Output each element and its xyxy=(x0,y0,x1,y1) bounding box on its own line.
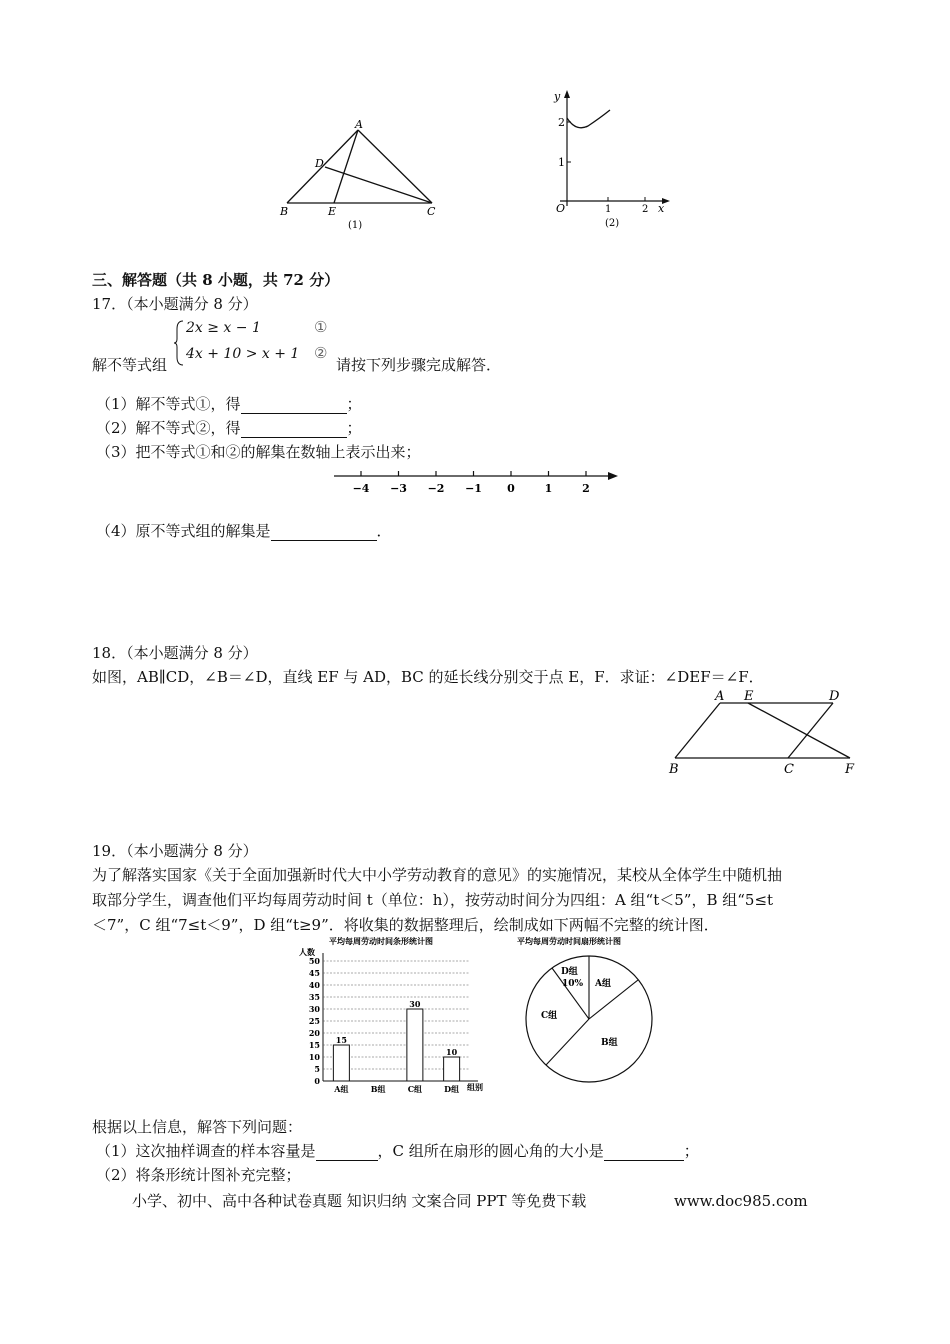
pie-label-A: A组 xyxy=(595,979,611,989)
figure-caption-1: (1) xyxy=(348,220,363,230)
bar-y-tick-label: 35 xyxy=(308,992,320,1002)
step2-semi: ； xyxy=(346,419,362,437)
answer-blank-angle[interactable] xyxy=(604,1144,684,1161)
point-E: E xyxy=(744,689,754,704)
answer-blank-step2[interactable] xyxy=(241,421,347,438)
answer-blank-sample-size[interactable] xyxy=(316,1144,378,1161)
point-C: C xyxy=(784,762,794,777)
point-B: B xyxy=(669,762,679,777)
q17-step3: （3）把不等式①和②的解集在数轴上表示出来； xyxy=(96,443,421,461)
point-F: F xyxy=(845,762,855,777)
x-tick-2: 2 xyxy=(642,204,649,215)
step2-text: （2）解不等式②，得 xyxy=(96,419,241,437)
point-B: B xyxy=(280,205,289,218)
function-graph-figure-2 xyxy=(550,88,675,230)
q19-after: 根据以上信息，解答下列问题： xyxy=(92,1118,303,1136)
y-tick-2: 2 xyxy=(558,116,565,129)
bar-x-tick-label: C组 xyxy=(407,1084,423,1094)
point-A: A xyxy=(355,118,363,131)
bar-chart-ylabel: 人数 xyxy=(299,947,315,957)
q19-line2: 取部分学生，调查他们平均每周劳动时间 t（单位：h），按劳动时间分为四组：A 组“t＜5”，B 组“5≤t xyxy=(92,891,774,909)
q17-step1 xyxy=(96,394,362,414)
step1-text: （1）解不等式①，得 xyxy=(96,395,241,413)
pie-chart-title: 平均每周劳动时间扇形统计图 xyxy=(517,936,621,946)
bar-data-label: 15 xyxy=(335,1035,347,1045)
q18-header: 18．（本小题满分 8 分） xyxy=(92,644,258,662)
numberline-tick-label: 0 xyxy=(507,482,515,495)
bar-y-tick-label: 45 xyxy=(308,968,320,978)
numberline-tick-label: −4 xyxy=(352,482,370,495)
q19-sub1 xyxy=(96,1141,699,1161)
bar-y-tick-label: 20 xyxy=(308,1028,320,1038)
point-E: E xyxy=(328,205,337,218)
numberline-tick-label: −3 xyxy=(390,482,407,495)
q19-sub2: （2）将条形统计图补充完整； xyxy=(96,1166,301,1184)
step1-semi: ； xyxy=(346,395,362,413)
step4-period: ． xyxy=(376,522,392,540)
point-A: A xyxy=(715,689,725,704)
bar-y-tick-label: 5 xyxy=(314,1064,320,1074)
bar-y-tick-label: 30 xyxy=(308,1004,320,1014)
numberline-tick-label: 1 xyxy=(544,482,553,495)
bar-data-label: 30 xyxy=(409,999,421,1009)
point-D: D xyxy=(315,157,324,170)
triangle-figure-1 xyxy=(270,115,450,230)
answer-blank-step4[interactable] xyxy=(271,524,377,541)
numberline-tick-label: −2 xyxy=(427,482,445,495)
inequality-2: 4x + 10 > x + 1 xyxy=(186,346,300,362)
mark-1: ① xyxy=(314,318,328,336)
bar-y-tick-label: 10 xyxy=(308,1052,320,1062)
sub1-text-c: ； xyxy=(683,1142,699,1160)
sub1-text-a: （1）这次抽样调查的样本容量是 xyxy=(96,1142,316,1160)
y-tick-1: 1 xyxy=(558,156,565,169)
bar-y-tick-label: 15 xyxy=(308,1040,320,1050)
q17-header: 17．（本小题满分 8 分） xyxy=(92,295,258,313)
pie-label-B: B组 xyxy=(601,1038,618,1048)
bar-y-tick-label: 25 xyxy=(308,1016,320,1026)
x-tick-1: 1 xyxy=(605,204,612,215)
bar-D组 xyxy=(444,1057,460,1081)
q19-line1: 为了解落实国家《关于全面加强新时代大中小学劳动教育的意见》的实施情况，某校从全体学生中随机抽 xyxy=(92,866,783,884)
pie-label-D: D组 xyxy=(561,967,578,977)
footer-text: 小学、初中、高中各种试卷真题 知识归纳 文案合同 PPT 等免费下载 xyxy=(132,1192,587,1210)
x-axis-label: x xyxy=(658,202,665,215)
bar-x-tick-label: B组 xyxy=(370,1084,386,1094)
pie-label-C: C组 xyxy=(541,1011,558,1021)
bar-chart-title: 平均每周劳动时间条形统计图 xyxy=(329,936,433,946)
q19-line3: ＜7”，C 组“7≤t＜9”，D 组“t≥9”．将收集的数据整理后，绘制成如下两幅不完整的统计图． xyxy=(92,916,719,934)
bar-data-label: 10 xyxy=(446,1047,458,1057)
section-title: 三、解答题（共 8 小题，共 72 分） xyxy=(92,271,340,289)
inequality-1: 2x ≥ x − 1 xyxy=(186,320,261,336)
bar-C组 xyxy=(407,1009,423,1081)
numberline-tick-label: −1 xyxy=(465,482,482,495)
figure-caption-2: (2) xyxy=(605,218,620,229)
origin-label: O xyxy=(556,202,566,215)
bar-y-tick-label: 50 xyxy=(308,956,320,966)
answer-blank-step1[interactable] xyxy=(241,397,347,414)
pie-label-D-percent: 10% xyxy=(562,979,584,989)
bar-A组 xyxy=(333,1045,349,1081)
bar-chart xyxy=(295,935,500,1097)
q17-suffix: 请按下列步骤完成解答． xyxy=(336,356,502,374)
bar-y-tick-label: 0 xyxy=(314,1076,320,1086)
q19-header: 19．（本小题满分 8 分） xyxy=(92,842,258,860)
footer-url[interactable]: www.doc985.com xyxy=(674,1192,808,1210)
q17-prefix: 解不等式组 xyxy=(92,356,168,374)
number-line xyxy=(326,468,626,498)
bar-chart-xlabel: 组别 xyxy=(467,1082,483,1092)
step4-text: （4）原不等式组的解集是 xyxy=(96,522,271,540)
point-C: C xyxy=(427,205,436,218)
bar-y-tick-label: 40 xyxy=(308,980,320,990)
pie-slice-divider-c xyxy=(546,1019,589,1065)
numberline-tick-label: 2 xyxy=(582,482,590,495)
bar-x-tick-label: D组 xyxy=(444,1084,460,1094)
q17-step2 xyxy=(96,418,362,438)
q17-step4 xyxy=(96,521,392,541)
mark-2: ② xyxy=(314,344,328,362)
parallelogram-figure xyxy=(665,688,865,778)
y-axis-label: y xyxy=(554,90,561,103)
system-brace xyxy=(173,319,185,367)
q18-body: 如图，AB∥CD，∠B＝∠D，直线 EF 与 AD，BC 的延长线分别交于点 E，F．求证：∠DEF＝∠F． xyxy=(92,668,764,686)
point-D: D xyxy=(829,689,840,704)
sub1-text-b: ，C 组所在扇形的圆心角的大小是 xyxy=(377,1142,604,1160)
pie-chart xyxy=(510,935,660,1085)
bar-x-tick-label: A组 xyxy=(334,1084,349,1094)
